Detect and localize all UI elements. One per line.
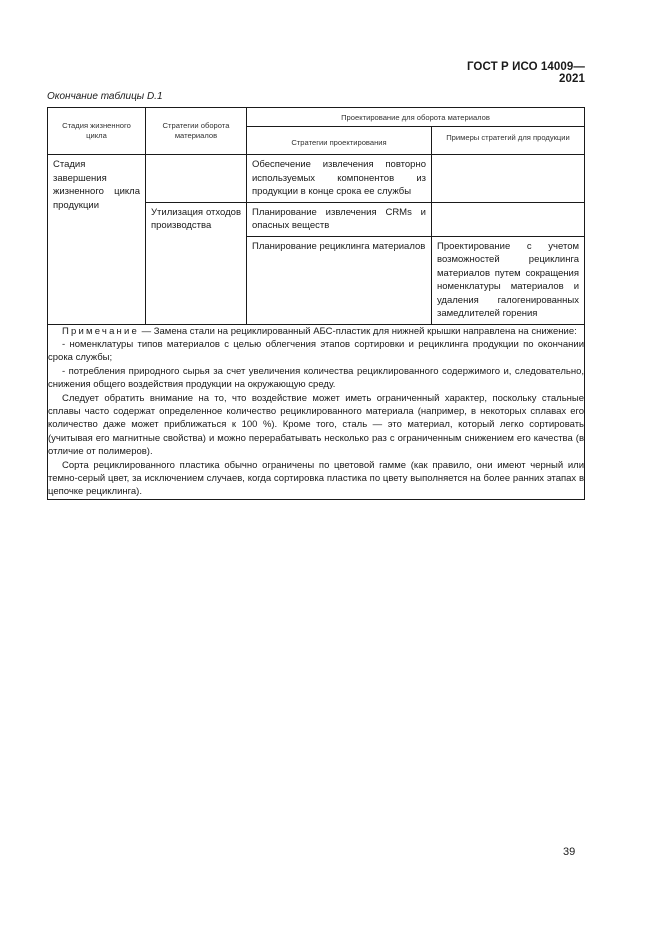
- cell-lifecycle-stage: Стадия завершения жизненного цикла продукции: [48, 155, 146, 325]
- cell-design-strategy: Планирование извлечения CRMs и опасных веществ: [247, 202, 432, 236]
- cell-design-strategy: Планирование рециклинга материалов: [247, 236, 432, 324]
- note-paragraph-1: Следует обратить внимание на то, что воздействие может иметь ограниченный характер, поскольку стальные сплавы часто содержат определенное количество рециклированного материала (например, в некоторых сплавах его количество даже может приближаться к 100 %). Кроме того, сталь — это материал, который легко сортировать (учитывая его магнитные свойства) и можно перерабатывать несколько раз с ограниченным снижением его качества (в отличие от полимеров).: [48, 392, 585, 458]
- table-row: [48, 155, 585, 203]
- cell-design-strategy: Обеспечение извлечения повторно используемых компонентов из продукции в конце срока ее службы: [247, 155, 432, 203]
- cell-product-example: Проектирование с учетом возможностей рециклинга материалов путем сокращения номенклатуры материалов и удаления галогенированных замедлителей горения: [432, 236, 585, 324]
- header-design-strategies: Стратегии проектирования: [247, 127, 432, 155]
- header-material-strategies: Стратегии оборота материалов: [146, 108, 247, 155]
- table-header-row: [48, 108, 585, 127]
- cell-empty: [432, 155, 585, 203]
- cell-empty: [146, 155, 247, 203]
- note-intro: Примечание — Замена стали на рециклированный АБС-пластик для нижней крышки направлена на снижение:: [62, 325, 577, 337]
- note-item-2: - потребления природного сырья за счет увеличения количества рециклированного содержимого и, следовательно, снижения общего воздействия продукции на окружающую среду.: [48, 365, 585, 391]
- document-standard-header: ГОСТ Р ИСО 14009—2021: [466, 61, 585, 85]
- lifecycle-strategy-table: [47, 107, 585, 500]
- page-number: 39: [563, 846, 576, 858]
- header-lifecycle-stage: Стадия жизненного цикла: [48, 108, 146, 155]
- table-caption: Окончание таблицы D.1: [47, 91, 163, 102]
- note-item-1: - номенклатуры типов материалов с целью облегчения этапов сортировки и рециклинга продукции по окончании срока службы;: [48, 338, 585, 364]
- header-design-for-circulation: Проектирование для оборота материалов: [247, 108, 585, 127]
- table-note: [48, 324, 585, 499]
- table-note-row: [48, 324, 585, 499]
- header-product-examples: Примеры стратегий для продукции: [432, 127, 585, 155]
- cell-empty: [432, 202, 585, 236]
- note-label: Примечание: [62, 325, 139, 337]
- cell-material-strategy: Утилизация отходов производства: [146, 202, 247, 324]
- note-paragraph-2: Сорта рециклированного пластика обычно ограничены по цветовой гамме (как правило, они имеют черный или темно-серый цвет, за исключением случаев, когда сортировка пластика по цвету выполняется на более ранних этапах в цепочке рециклинга).: [48, 459, 585, 498]
